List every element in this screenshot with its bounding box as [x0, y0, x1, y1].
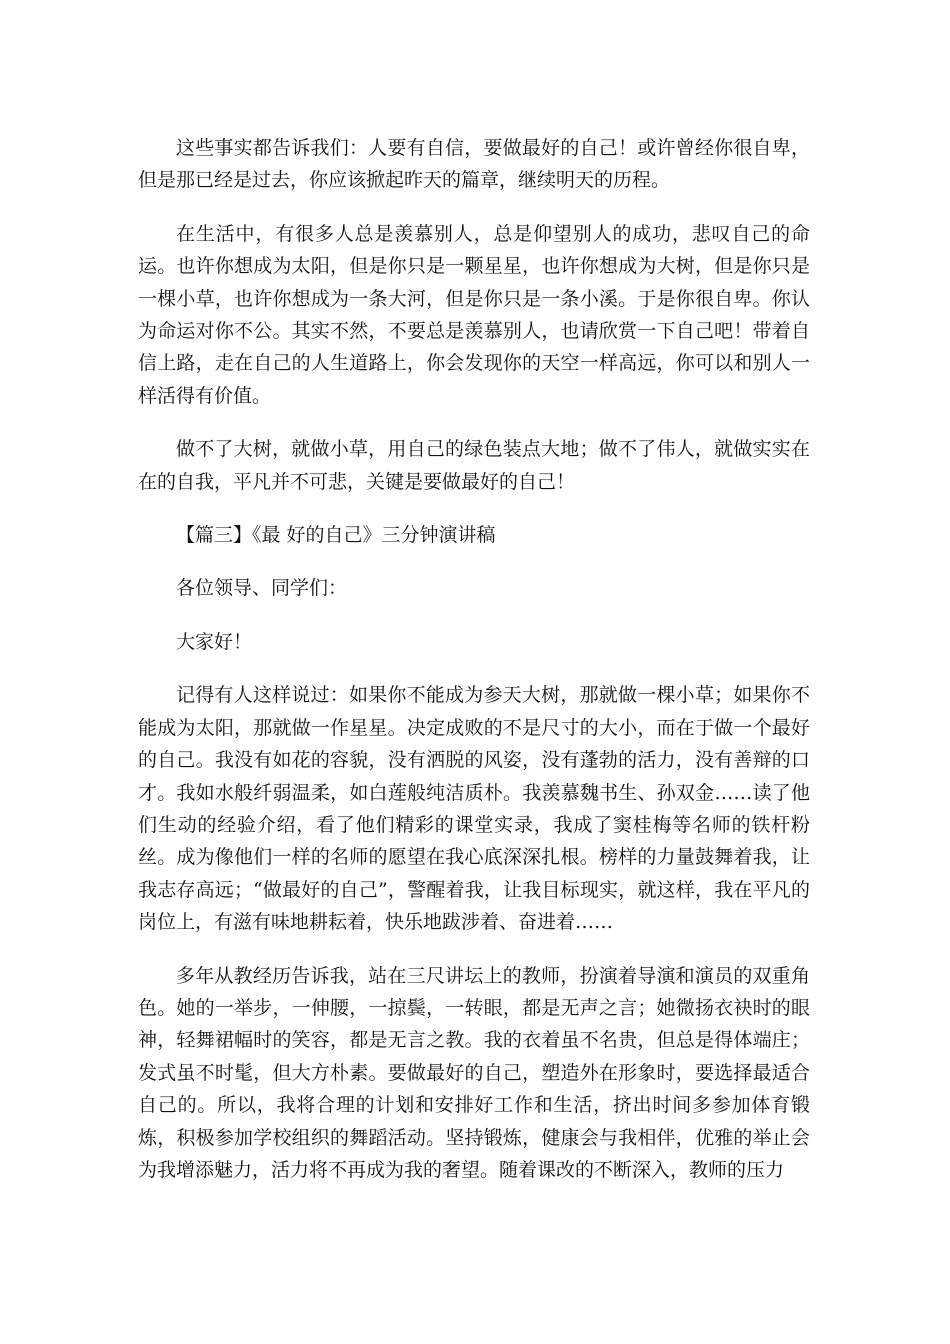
document-page — [138, 132, 810, 1186]
paragraph-be-grass: 做不了大树，就做小草，用自己的绿色装点大地；做不了伟人，就做实实在在的自我，平凡并不可悲，关键是要做最好的自己！ — [138, 438, 810, 493]
paragraph-confidence: 这些事实都告诉我们：人要有自信，要做最好的自己！或许曾经你很自卑，但是那已经是过去，你应该掀起昨天的篇章，继续明天的历程。 — [138, 137, 810, 192]
section-heading: 【篇三】《最 好的自己》三分钟演讲稿 — [176, 524, 496, 547]
paragraph-salutation: 各位领导、同学们： — [176, 577, 348, 600]
paragraph-envy-others: 在生活中，有很多人总是羡慕别人，总是仰望别人的成功，悲叹自己的命运。也许你想成为太阳，但是你只是一颗星星，也许你想成为大树，但是你只是一棵小草，也许你想成为一条大河，但是你只是一条小溪。于是你很自卑。你认为命运对你不公。其实不然，不要总是羡慕别人，也请欣赏一下自己吧！带着自信上路，走在自己的人生道路上，你会发现你的天空一样高远，你可以和别人一样活得有价值。 — [138, 222, 810, 407]
paragraph-greeting: 大家好！ — [176, 630, 253, 653]
paragraph-famous-teachers: 记得有人这样说过：如果你不能成为参天大树，那就做一棵小草；如果你不能成为太阳，那就做一作星星。决定成败的不是尺寸的大小，而在于做一个最好的自己。我没有如花的容貌，没有洒脱的风姿，没有蓬勃的活力，没有善辩的口才。我如水般纤弱温柔，如白莲般纯洁质朴。我羡慕魏书生、孙双金……读了他们生动的经验介绍，看了他们精彩的课堂实录，我成了窦桂梅等名师的铁杆粉丝。成为像他们一样的名师的愿望在我心底深深扎根。榜样的力量鼓舞着我，让我志存高远；“做最好的自己”，警醒着我，让我目标现实，就这样，我在平凡的岗位上，有滋有味地耕耘着，快乐地跋涉着、奋进着…… — [138, 684, 810, 934]
paragraph-teaching-experience: 多年从教经历告诉我，站在三尺讲坛上的教师，扮演着导演和演员的双重角色。她的一举步，一伸腰，一掠鬓，一转眼，都是无声之言；她微扬衣袂时的眼神，轻舞裙幅时的笑容，都是无言之教。我的衣着虽不名贵，但总是得体端庄；发式虽不时髦，但大方朴素。要做最好的自己，塑造外在形象时，要选择最适合自己的。所以，我将合理的计划和安排好工作和生活，挤出时间多参加体育锻炼，积极参加学校组织的舞蹈活动。坚持锻炼，健康会与我相伴，优雅的举止会为我增添魅力，活力将不再成为我的奢望。随着课改的不断深入，教师的压力 — [138, 964, 810, 1181]
